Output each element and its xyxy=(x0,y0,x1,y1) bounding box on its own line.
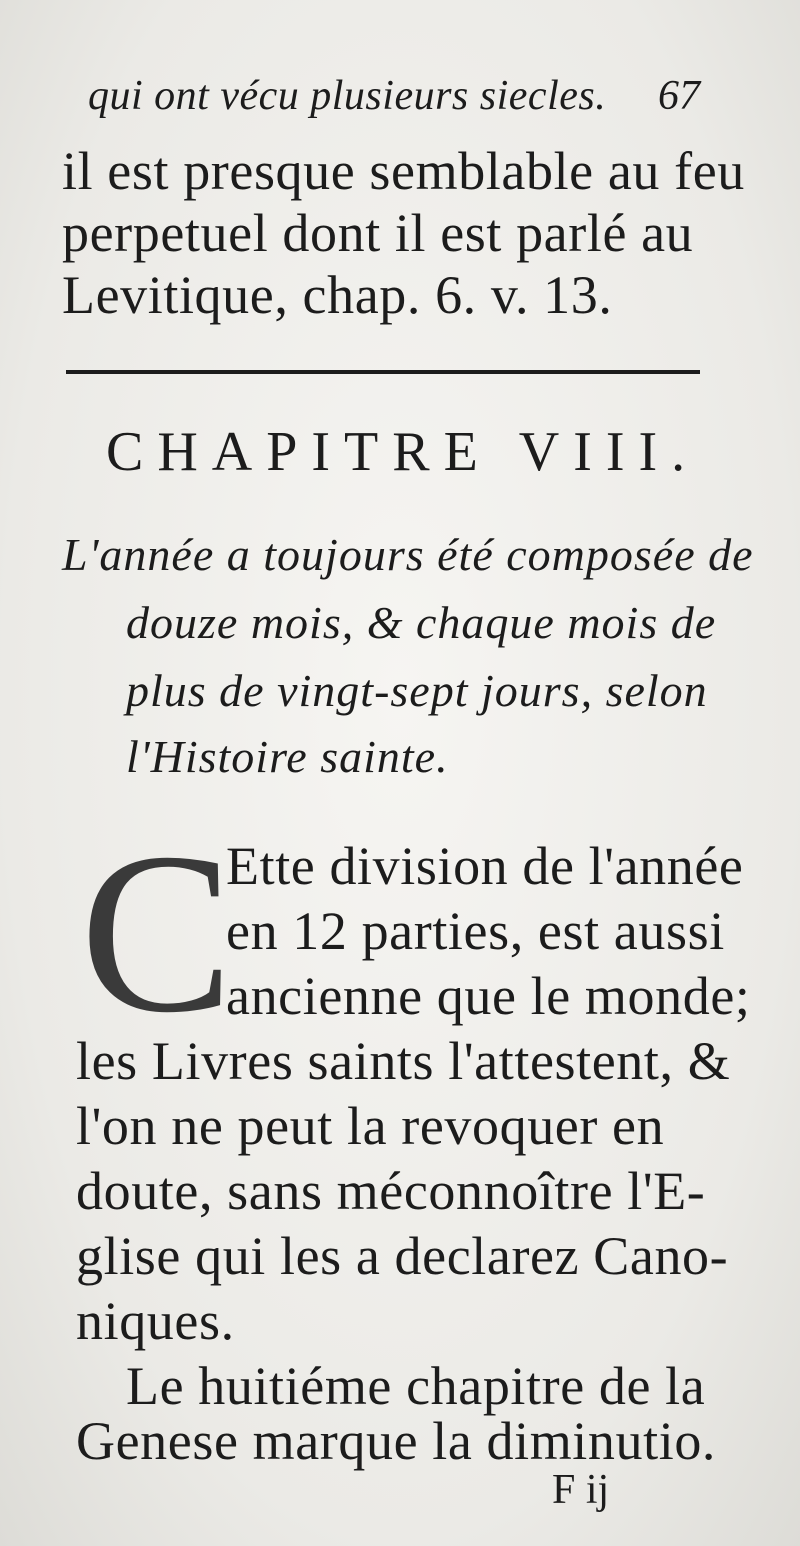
chapter-summary-line: l'Histoire sainte. xyxy=(126,731,449,782)
text-line: il est presque semblable au feu xyxy=(62,141,745,201)
chapter-title: CHAPITRE VIII. xyxy=(106,421,700,483)
text-line: l'on ne peut la revoquer en xyxy=(76,1096,665,1156)
chapter-summary-line: plus de vingt-sept jours, selon xyxy=(126,665,708,716)
text-line: glise qui les a declarez Cano- xyxy=(76,1226,729,1286)
page-number: 67 xyxy=(658,73,700,119)
text-line: Genese marque la diminutio. xyxy=(76,1411,717,1471)
chapter-summary-line: douze mois, & chaque mois de xyxy=(126,597,717,648)
text-line: les Livres saints l'attestent, & xyxy=(76,1031,731,1091)
text-line: niques. xyxy=(76,1291,235,1351)
text-line: Le huitiéme chapitre de la xyxy=(126,1356,706,1416)
signature-mark: F ij xyxy=(552,1467,610,1513)
drop-cap: C xyxy=(80,805,234,1060)
text-line: perpetuel dont il est parlé au xyxy=(62,203,694,263)
chapter-summary-line: L'année a toujours été composée de xyxy=(62,529,754,580)
text-line: Levitique, chap. 6. v. 13. xyxy=(62,265,613,325)
section-divider xyxy=(66,370,700,374)
text-line: doute, sans méconnoître l'E- xyxy=(76,1161,706,1221)
text-line: en 12 parties, est aussi xyxy=(226,901,725,961)
text-line: ancienne que le monde; xyxy=(226,966,751,1026)
running-head: qui ont vécu plusieurs siecles. xyxy=(88,73,607,119)
text-line: Ette division de l'année xyxy=(226,836,744,896)
